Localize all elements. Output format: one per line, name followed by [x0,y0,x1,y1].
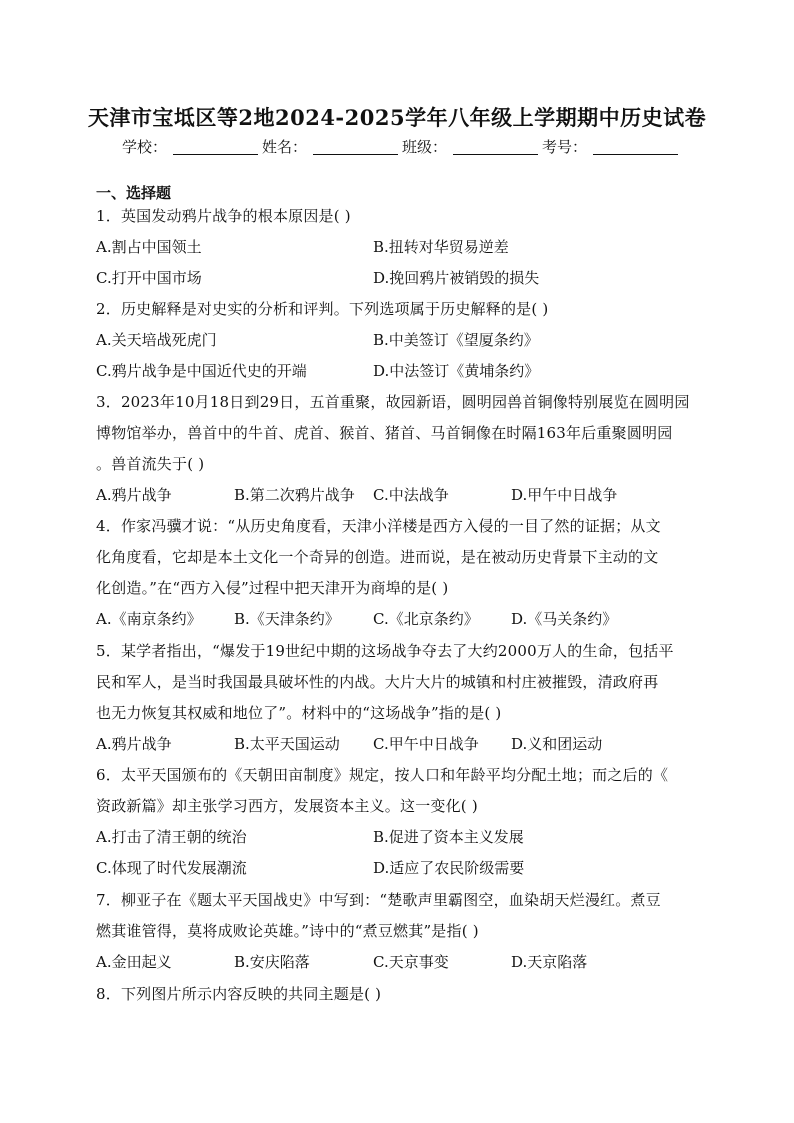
question-4-option-b: B.《天津条约》 [234,610,340,628]
name-label: 姓名： [262,138,308,156]
name-blank [313,140,398,155]
class-blank [453,140,538,155]
question-5-line-1: 5．某学者指出，“爆发于19世纪中期的这场战争夺去了大约2000万人的生命，包括平 [96,642,674,660]
student-info-row [122,136,682,157]
question-3-option-d: D.甲午中日战争 [511,486,618,504]
question-7-line-2: 燃萁谁管得，莫将成败论英雄。”诗中的“煮豆燃萁”是指( ) [96,922,479,940]
question-2-option-d: D.中法签订《黄埔条约》 [373,362,540,380]
question-6-line-2: 资政新篇》却主张学习西方，发展资本主义。这一变化( ) [96,797,478,815]
question-8-line-1: 8．下列图片所示内容反映的共同主题是( ) [96,985,382,1003]
question-3-option-a: A.鸦片战争 [96,486,172,504]
question-3-line-3: 。兽首流失于( ) [96,455,205,473]
question-5-option-d: D.义和团运动 [511,735,603,753]
question-5-line-3: 也无力恢复其权威和地位了”。材料中的“这场战争”指的是( ) [96,704,502,722]
question-4-option-d: D.《马关条约》 [511,610,618,628]
question-2-option-b: B.中美签订《望厦条约》 [373,331,539,349]
question-3-option-c: C.中法战争 [373,486,449,504]
section-heading: 一、选择题 [96,184,172,202]
question-4-line-3: 化创造。”在“西方入侵”过程中把天津开为商埠的是( ) [96,579,449,597]
question-7-option-c: C.天京事变 [373,953,449,971]
question-3-line-1: 3．2023年10月18日到29日，五首重聚，故园新语，圆明园兽首铜像特别展览在圆明园 [96,393,690,411]
number-label: 考号： [542,138,588,156]
question-5-line-2: 民和军人，是当时我国最具破坏性的内战。大片大片的城镇和村庄被摧毁，清政府再 [96,673,659,691]
question-3-option-b: B.第二次鸦片战争 [234,486,355,504]
question-7-line-1: 7．柳亚子在《题太平天国战史》中写到：“楚歌声里霸图空，血染胡天烂漫红。煮豆 [96,891,661,909]
question-6-option-d: D.适应了农民阶级需要 [373,859,525,877]
question-4-option-a: A.《南京条约》 [96,610,202,628]
question-1-option-a: A.割占中国领土 [96,238,202,256]
question-2-line-1: 2．历史解释是对史实的分析和评判。下列选项属于历史解释的是( ) [96,300,549,318]
question-6-option-a: A.打击了清王朝的统治 [96,828,247,846]
question-1-option-c: C.打开中国市场 [96,269,202,287]
question-4-line-2: 化角度看，它却是本土文化一个奇异的创造。进而说，是在被动历史背景下主动的文 [96,548,659,566]
question-1-line-1: 1．英国发动鸦片战争的根本原因是( ) [96,207,351,225]
question-5-option-b: B.太平天国运动 [234,735,340,753]
question-1-option-b: B.扭转对华贸易逆差 [373,238,509,256]
question-7-option-a: A.金田起义 [96,953,172,971]
question-1-option-d: D.挽回鸦片被销毁的损失 [373,269,540,287]
question-2-option-c: C.鸦片战争是中国近代史的开端 [96,362,307,380]
question-6-option-c: C.体现了时代发展潮流 [96,859,247,877]
question-7-option-d: D.天京陷落 [511,953,588,971]
question-4-line-1: 4．作家冯骥才说：“从历史角度看，天津小洋楼是西方入侵的一目了然的证据；从文 [96,517,661,535]
question-2-option-a: A.关天培战死虎门 [96,331,217,349]
question-3-line-2: 博物馆举办，兽首中的牛首、虎首、猴首、猪首、马首铜像在时隔163年后重聚圆明园 [96,424,673,442]
question-4-option-c: C.《北京条约》 [373,610,479,628]
question-7-option-b: B.安庆陷落 [234,953,310,971]
question-5-option-c: C.甲午中日战争 [373,735,479,753]
class-label: 班级： [402,138,448,156]
question-5-option-a: A.鸦片战争 [96,735,172,753]
school-blank [173,140,258,155]
page-title: 天津市宝坻区等2地2024-2025学年八年级上学期期中历史试卷 [87,105,707,130]
question-6-line-1: 6．太平天国颁布的《天朝田亩制度》规定，按人口和年龄平均分配土地；而之后的《 [96,766,669,784]
question-6-option-b: B.促进了资本主义发展 [373,828,524,846]
school-label: 学校： [122,138,168,156]
number-blank [593,140,678,155]
